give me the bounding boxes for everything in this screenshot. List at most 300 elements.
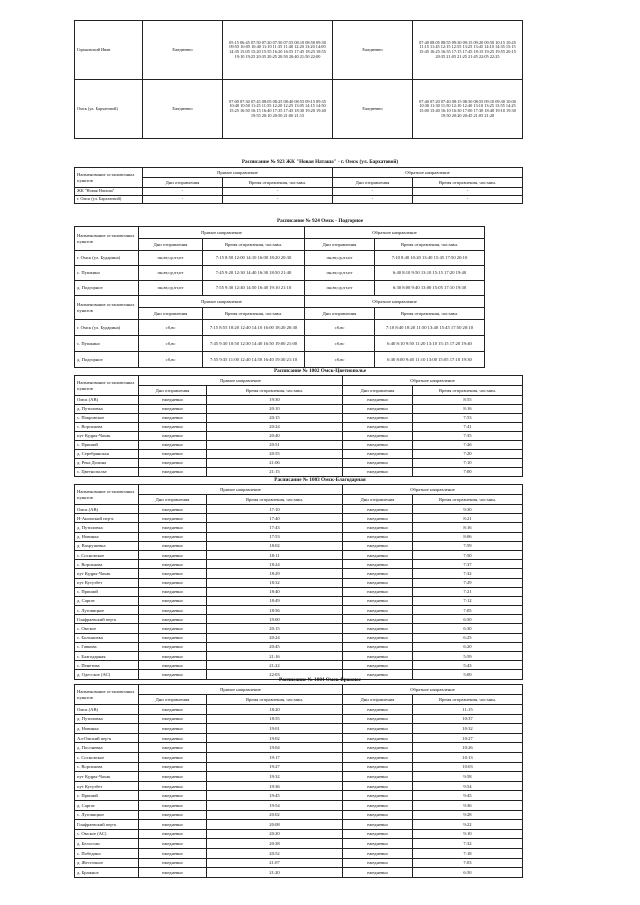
reverse-times-cell: 9:36 (413, 800, 523, 810)
reverse-days-header: Дни отправления (333, 178, 413, 188)
reverse-times-cell: 7:00 (413, 468, 523, 477)
departure-days-cell: ежедневно (139, 820, 207, 830)
departure-days-cell: ежедневно (139, 839, 207, 849)
reverse-times-cell: 10:13 (413, 752, 523, 762)
departure-times-cell: 20:10 (207, 405, 343, 414)
departure-times-cell: 20:52 (207, 848, 343, 858)
stop-name-cell: г. Омск (ул. Бударина) (75, 320, 139, 336)
stop-name-cell: с. Пенетова (75, 661, 139, 670)
reverse-times-cell: 7:21 (413, 587, 523, 596)
departure-times-cell: 20:38 (207, 839, 343, 849)
departure-times-cell: 19:00 (207, 615, 343, 624)
reverse-times-header: Время отправления, час:мин. (375, 308, 485, 320)
departure-days-cell: - (143, 188, 223, 196)
departure-days-cell: ежедневно (139, 414, 207, 423)
reverse-days-cell: сб,вс (305, 352, 375, 368)
reverse-days-cell: ежедневно (343, 615, 413, 624)
reverse-times-cell: 6:20 (413, 642, 523, 651)
reverse-days-cell: ежедневно (343, 868, 413, 878)
table-row (75, 752, 523, 762)
reverse-times-cell: 10:32 (413, 724, 523, 734)
table-subheader-row (75, 178, 523, 188)
departure-days-cell: ежедневно (139, 523, 207, 532)
stop-name-cell: с. Благодарная (75, 652, 139, 661)
reverse-times-cell: 7:10 8:40 10:20 13:40 15:45 17:50 20:10 (375, 251, 485, 266)
reverse-days-cell: ежедневно (343, 714, 413, 724)
reverse-times-cell: 9:58 (413, 772, 523, 782)
departure-times-cell: 20:24 (207, 423, 343, 432)
times-header: Время отправления, час:мин. (207, 495, 343, 505)
stop-name-cell: д. Новинка (75, 724, 139, 734)
stop-name-cell: пут Кутузбет (75, 578, 139, 587)
reverse-direction-header: Обратное направление (305, 227, 485, 239)
departure-times-cell: 19:30 (207, 396, 343, 405)
departure-days-cell: ежедневно (139, 633, 207, 642)
departure-times-cell: 21:16 (207, 652, 343, 661)
table-row (75, 336, 485, 352)
reverse-direction-header: Обратное направление (343, 485, 523, 495)
departure-days-cell: ежедневно (139, 848, 207, 858)
table-row (75, 800, 523, 810)
stop-name-cell: д. Новинка (75, 532, 139, 541)
stop-name-cell: д. Подгорное (75, 281, 139, 296)
reverse-days-cell: ежедневно (343, 642, 413, 651)
stops-header: Наименование остановочных пунктов (75, 485, 139, 505)
table-row (75, 714, 523, 724)
stop-name-cell: д. Бражное (75, 868, 139, 878)
departure-times-cell: 21:22 (207, 661, 343, 670)
stop-name-cell: с. Цветнополье (75, 468, 139, 477)
reverse-days-cell: ежедневно (343, 414, 413, 423)
departure-days-cell: ежедневно (139, 532, 207, 541)
times-header: Время отправления, час:мин. (203, 239, 305, 251)
stop-name-cell: г. Омск (ул. Бударина) (75, 251, 139, 266)
table-row (75, 80, 523, 139)
reverse-times-cell: 7:32 (413, 839, 523, 849)
departure-days-cell: ежедневно (139, 714, 207, 724)
reverse-times-cell: 7:41 (413, 423, 523, 432)
reverse-times-cell: 6:50 (413, 615, 523, 624)
stop-name-cell: с. Победино (75, 848, 139, 858)
table-row (75, 21, 523, 80)
table-row (75, 188, 523, 196)
departure-days-cell: ежедневно (139, 405, 207, 414)
days-header: Дни отправления (139, 308, 203, 320)
stop-name-cell: с. Луговицкое (75, 810, 139, 820)
departure-days-cell: ежедневно (139, 762, 207, 772)
reverse-days-header: Дни отправления (305, 308, 375, 320)
table-row (75, 432, 523, 441)
forward-direction-header: Прямое направление (139, 296, 305, 308)
stop-name-cell: с. Пушкино (75, 266, 139, 281)
table-row (75, 633, 523, 642)
departure-days-cell: ежедневно (139, 781, 207, 791)
reverse-days-cell: пн,вт,ср,чт,пт (305, 266, 375, 281)
departure-times-cell: 18:20 (207, 705, 343, 715)
departure-times-cell: 7:45 9:20 12:30 14:40 16:30 18:50 21:40 (203, 266, 305, 281)
departure-times-cell: 20:55 (207, 450, 343, 459)
reverse-days-cell: ежедневно (343, 762, 413, 772)
schedule-caption: Расписание № 1003 Омск-Благодарная (274, 477, 366, 483)
reverse-times-cell: 7:50 (413, 550, 523, 559)
table-row (75, 251, 485, 266)
reverse-days-cell: ежедневно (343, 606, 413, 615)
departure-times-cell: 20:08 (207, 820, 343, 830)
table-row (75, 281, 485, 296)
stop-name-cell: д. Жесточное (75, 858, 139, 868)
table-row (75, 858, 523, 868)
reverse-times-cell: 6:30 (413, 624, 523, 633)
departure-times-cell: 18:24 (207, 560, 343, 569)
table-row (75, 532, 523, 541)
reverse-days-cell: ежедневно (343, 800, 413, 810)
table-row (75, 839, 523, 849)
reverse-days-cell: ежедневно (343, 587, 413, 596)
reverse-days-cell: ежедневно (343, 459, 413, 468)
table-row (75, 810, 523, 820)
reverse-days-cell: ежедневно (343, 652, 413, 661)
reverse-days-cell: ежедневно (343, 578, 413, 587)
reverse-times-cell: 6:50 (413, 868, 523, 878)
reverse-times-cell: 10:26 (413, 743, 523, 753)
reverse-days-cell: ежедневно (343, 468, 413, 477)
departure-times-cell: 20:51 (207, 441, 343, 450)
reverse-days-cell: Ежедневно (333, 21, 413, 80)
reverse-days-cell: ежедневно (343, 541, 413, 550)
times-header: Время отправления, час:мин. (203, 308, 305, 320)
reverse-times-cell: 7:10 8:40 10:20 11:50 13:40 15:45 17:50 20:10 (375, 320, 485, 336)
reverse-times-header: Время отправления, час:мин. (413, 178, 523, 188)
table-row (75, 661, 523, 670)
departure-days-cell: ежедневно (139, 468, 207, 477)
stop-name-cell: Омск (АВ) (75, 705, 139, 715)
stop-name-cell: ЖК "Новая Наташа" (75, 188, 143, 196)
departure-days-cell: ежедневно (139, 800, 207, 810)
stop-name-cell: Омск (ул. Бархатовой) (75, 80, 143, 139)
reverse-days-cell: ежедневно (343, 633, 413, 642)
stop-name-cell: с. Ворсинова (75, 423, 139, 432)
departure-times-cell: 20:40 (207, 432, 343, 441)
reverse-times-cell: 7:53 (413, 414, 523, 423)
departure-days-cell: ежедневно (139, 642, 207, 651)
table-header-row (75, 227, 485, 239)
stop-name-cell: д. Река Долина (75, 459, 139, 468)
reverse-times-cell: 9:28 (413, 810, 523, 820)
table-row (75, 733, 523, 743)
departure-days-cell: пн,вт,ср,чт,пт (139, 281, 203, 296)
stop-name-cell: д. Саргат (75, 596, 139, 605)
departure-times-cell: 17:40 (207, 514, 343, 523)
reverse-times-cell: 9:10 (413, 829, 523, 839)
departure-times-cell: 19:32 (207, 772, 343, 782)
schedule-caption: Расписание № 923 ЖК "Новая Наташа" - г. Омск (ул. Бархатовой) (241, 159, 399, 165)
departure-times-cell: 7:15 8:55 10:20 12:40 14:10 16:00 18:20 20:30 (203, 320, 305, 336)
departure-times-cell: 18:40 (207, 587, 343, 596)
reverse-days-cell: ежедневно (343, 514, 413, 523)
departure-days-cell: ежедневно (139, 752, 207, 762)
departure-days-cell: сб,вс (139, 320, 203, 336)
table-row (75, 848, 523, 858)
reverse-times-cell: 7:59 (413, 541, 523, 550)
reverse-times-cell: 6:40 8:10 9:50 11:20 13:10 15:15 17:20 19:40 (375, 336, 485, 352)
reverse-days-cell: ежедневно (343, 839, 413, 849)
departure-days-cell: ежедневно (139, 670, 207, 679)
table-subheader-row (75, 386, 523, 396)
departure-days-cell: сб,вс (139, 336, 203, 352)
reverse-times-cell: 7:03 (413, 858, 523, 868)
departure-days-cell: сб,вс (139, 352, 203, 368)
reverse-times-cell: 6:30 8:00 9:40 13:00 15:05 17:10 19:30 (375, 281, 485, 296)
table-row (75, 441, 523, 450)
table-row (75, 396, 523, 405)
reverse-direction-header: Обратное направление (343, 685, 523, 695)
schedule-table-continuation (74, 20, 523, 139)
stop-name-cell: Горьковский Иван (75, 21, 143, 80)
departure-times-cell: - (223, 196, 333, 204)
reverse-days-cell: ежедневно (343, 829, 413, 839)
reverse-times-cell: 9:45 (413, 791, 523, 801)
reverse-times-cell: 9:54 (413, 781, 523, 791)
reverse-times-cell: - (413, 188, 523, 196)
reverse-times-cell: 9:30 (413, 505, 523, 514)
reverse-times-cell: 7:37 (413, 560, 523, 569)
table-subheader-row (75, 495, 523, 505)
table-row (75, 762, 523, 772)
table-row (75, 781, 523, 791)
table-row (75, 423, 523, 432)
stop-name-cell: с. Гавкова (75, 642, 139, 651)
stop-name-cell: с. Покровское (75, 414, 139, 423)
departure-days-cell: ежедневно (139, 560, 207, 569)
reverse-times-header: Время отправления, час:мин. (375, 239, 485, 251)
stop-name-cell: д. Серебрянская (75, 450, 139, 459)
stop-name-cell: пут Кутузбет (75, 781, 139, 791)
reverse-days-header: Дни отправления (343, 495, 413, 505)
reverse-days-cell: ежедневно (343, 772, 413, 782)
reverse-days-cell: ежедневно (343, 441, 413, 450)
reverse-times-cell: 8:55 (413, 396, 523, 405)
departure-days-cell: пн,вт,ср,чт,пт (139, 266, 203, 281)
departure-days-cell: ежедневно (139, 596, 207, 605)
table-row (75, 820, 523, 830)
table-row (75, 652, 523, 661)
departure-times-cell: 18:56 (207, 606, 343, 615)
reverse-times-cell: 10:27 (413, 733, 523, 743)
forward-direction-header: Прямое направление (139, 485, 343, 495)
reverse-times-cell: 5:59 (413, 652, 523, 661)
reverse-times-cell: 9:22 (413, 820, 523, 830)
reverse-times-cell: 8:16 (413, 523, 523, 532)
stops-header: Наименование остановочных пунктов (75, 168, 143, 188)
stop-name-cell: с. Приший (75, 441, 139, 450)
reverse-days-cell: ежедневно (343, 550, 413, 559)
reverse-times-cell: 6:30 8:00 9:40 11:10 13:00 15:05 17:10 19:30 (375, 352, 485, 368)
departure-times-cell: 19:01 (207, 724, 343, 734)
table-row (75, 550, 523, 559)
reverse-days-cell: ежедневно (343, 560, 413, 569)
schedule-table-1002 (74, 375, 523, 477)
departure-days-cell: ежедневно (139, 423, 207, 432)
table-row (75, 829, 523, 839)
stops-header: Наименование остановочных пунктов (75, 296, 139, 320)
reverse-days-cell: ежедневно (343, 848, 413, 858)
departure-times-cell: - (223, 188, 333, 196)
reverse-times-cell: - (413, 196, 523, 204)
reverse-times-cell: 8:16 (413, 405, 523, 414)
table-header-row (75, 296, 485, 308)
departure-days-cell: ежедневно (139, 724, 207, 734)
departure-days-cell: ежедневно (139, 652, 207, 661)
departure-days-cell: ежедневно (139, 459, 207, 468)
departure-times-cell: 21:06 (207, 459, 343, 468)
schedule-caption: Расписание № 1004 Омск-Бражное (279, 677, 361, 683)
departure-times-cell: 20:15 (207, 414, 343, 423)
reverse-direction-header: Обратное направление (333, 168, 523, 178)
reverse-days-cell: ежедневно (343, 523, 413, 532)
reverse-times-cell: 8:21 (413, 514, 523, 523)
reverse-direction-header: Обратное направление (343, 376, 523, 386)
table-row (75, 459, 523, 468)
departure-times-cell: 20:02 (207, 810, 343, 820)
reverse-times-cell: 7:12 (413, 596, 523, 605)
stop-name-cell: с. Ворсинова (75, 560, 139, 569)
table-row (75, 791, 523, 801)
reverse-days-cell: ежедневно (343, 752, 413, 762)
table-row (75, 724, 523, 734)
table-row (75, 523, 523, 532)
departure-days-cell: ежедневно (139, 743, 207, 753)
stop-name-cell: Н-Аномский пер-к (75, 514, 139, 523)
reverse-days-header: Дни отправления (343, 386, 413, 396)
table-row (75, 320, 485, 336)
stop-name-cell: Ал-Омский пер-к (75, 733, 139, 743)
stop-name-cell: с. Омское (75, 624, 139, 633)
departure-days-cell: ежедневно (139, 514, 207, 523)
times-header: Время отправления, час:мин. (223, 178, 333, 188)
departure-times-cell: 20:45 (207, 642, 343, 651)
departure-times-cell: 7:45 9:30 10:50 12:30 14:40 16:50 19:00 21:00 (203, 336, 305, 352)
reverse-times-cell: 07:40 07:20 07:40 08:15 08:30 08:55 09:10 09:30 10:00 10:30 11:30 11:50 12:10 12:40 13:10 13:25 13:55 14:25 15:00 15:40 16:10 16:30 17:00 17:30 18:40 19:10 19:30 19:50 20:20 20:45 21:05 21:20 (413, 80, 523, 139)
reverse-times-cell: 6:40 8:10 9:50 13:10 15:15 17:20 19:40 (375, 266, 485, 281)
table-row (75, 569, 523, 578)
reverse-times-cell: 7:35 (413, 432, 523, 441)
table-row (75, 414, 523, 423)
table-row (75, 743, 523, 753)
reverse-days-cell: ежедневно (343, 820, 413, 830)
stop-name-cell: с. Большовка (75, 633, 139, 642)
departure-days-cell: ежедневно (139, 432, 207, 441)
departure-days-cell: ежедневно (139, 868, 207, 878)
table-row (75, 468, 523, 477)
departure-times-cell: 7:15 8:50 12:00 14:10 16:00 18:20 20:30 (203, 251, 305, 266)
reverse-days-cell: ежедневно (343, 781, 413, 791)
departure-times-cell: 19:02 (207, 733, 343, 743)
stop-name-cell: д. Посоневка (75, 743, 139, 753)
reverse-times-header: Время отправления, час:мин. (413, 495, 523, 505)
reverse-times-cell: 7:10 (413, 459, 523, 468)
departure-days-cell: ежедневно (139, 810, 207, 820)
stop-name-cell: с. Приший (75, 791, 139, 801)
reverse-days-cell: ежедневно (343, 505, 413, 514)
departure-days-cell: ежедневно (139, 578, 207, 587)
stop-name-cell: Омск (АВ) (75, 396, 139, 405)
reverse-times-header: Время отправления, час:мин. (413, 695, 523, 705)
departure-times-cell: 19:04 (207, 743, 343, 753)
reverse-days-cell: ежедневно (343, 670, 413, 679)
stops-header: Наименование остановочных пунктов (75, 376, 139, 396)
stop-name-cell: с. Приший (75, 587, 139, 596)
reverse-days-cell: ежедневно (343, 450, 413, 459)
departure-days-cell: ежедневно (139, 587, 207, 596)
departure-days-cell: ежедневно (139, 705, 207, 715)
reverse-times-cell: 07:40 08:05 08:55 09:30 09:15 09:20 09:50 10:15 10:45 11:15 11:45 12:15 12:55 13:25 13:45 14:10 14:35 15:15 15:45 16:25 16:55 17:15 17:45 18:15 19:25 19:55 20:15 20:35 21:05 21:25 21:45 22:05 22:25 (413, 21, 523, 80)
departure-times-cell: 20:20 (207, 829, 343, 839)
departure-days-cell: ежедневно (139, 829, 207, 839)
stop-name-cell: пут Кудры-Чахак (75, 569, 139, 578)
departure-days-cell: ежедневно (139, 441, 207, 450)
reverse-days-header: Дни отправления (305, 239, 375, 251)
reverse-days-cell: ежедневно (343, 791, 413, 801)
stop-name-cell: пут Кудры-Чахак (75, 432, 139, 441)
days-header: Дни отправления (143, 178, 223, 188)
reverse-days-cell: ежедневно (343, 596, 413, 605)
stop-name-cell: с. Пушкино (75, 336, 139, 352)
days-header: Дни отправления (139, 695, 207, 705)
table-row (75, 505, 523, 514)
reverse-times-cell: 6:25 (413, 633, 523, 642)
departure-days-cell: ежедневно (139, 541, 207, 550)
departure-times-cell: 18:55 (207, 714, 343, 724)
days-header: Дни отправления (139, 495, 207, 505)
table-row (75, 596, 523, 605)
stop-name-cell: Омск (АВ) (75, 505, 139, 514)
forward-direction-header: Прямое направление (139, 227, 305, 239)
reverse-days-cell: пн,вт,ср,чт,пт (305, 251, 375, 266)
stop-name-cell: д. Белостан (75, 839, 139, 849)
reverse-days-cell: ежедневно (343, 705, 413, 715)
reverse-days-cell: сб,вс (305, 336, 375, 352)
table-header-row (75, 485, 523, 495)
reverse-times-cell: 11:15 (413, 705, 523, 715)
stop-name-cell: с. Ворсинова (75, 762, 139, 772)
schedule-table-924 (74, 226, 485, 368)
forward-direction-header: Прямое направление (139, 685, 343, 695)
reverse-times-cell: 5:43 (413, 661, 523, 670)
table-row (75, 642, 523, 651)
departure-times-cell: 7:55 9:35 11:00 12:40 14:50 16:40 19:30 21:10 (203, 352, 305, 368)
stop-name-cell: д. Подгорное (75, 352, 139, 368)
reverse-direction-header: Обратное направление (305, 296, 485, 308)
departure-times-cell: 17:43 (207, 523, 343, 532)
stop-name-cell: д. Одесское (АС) (75, 670, 139, 679)
schedule-table-1003 (74, 484, 523, 680)
table-row (75, 405, 523, 414)
reverse-times-cell: 7:05 (413, 606, 523, 615)
departure-days-cell: ежедневно (139, 505, 207, 514)
departure-times-cell: 18:32 (207, 578, 343, 587)
table-row (75, 352, 485, 368)
reverse-days-cell: ежедневно (343, 661, 413, 670)
reverse-days-cell: ежедневно (343, 396, 413, 405)
reverse-times-cell: 8:06 (413, 532, 523, 541)
stop-name-cell: д. Путиловка (75, 523, 139, 532)
table-row (75, 514, 523, 523)
departure-times-cell: 22:03 (207, 670, 343, 679)
reverse-days-cell: ежедневно (343, 569, 413, 578)
reverse-days-cell: - (333, 188, 413, 196)
departure-days-cell: Ежедневно (143, 80, 223, 139)
stops-header: Наименование остановочных пунктов (75, 227, 139, 251)
